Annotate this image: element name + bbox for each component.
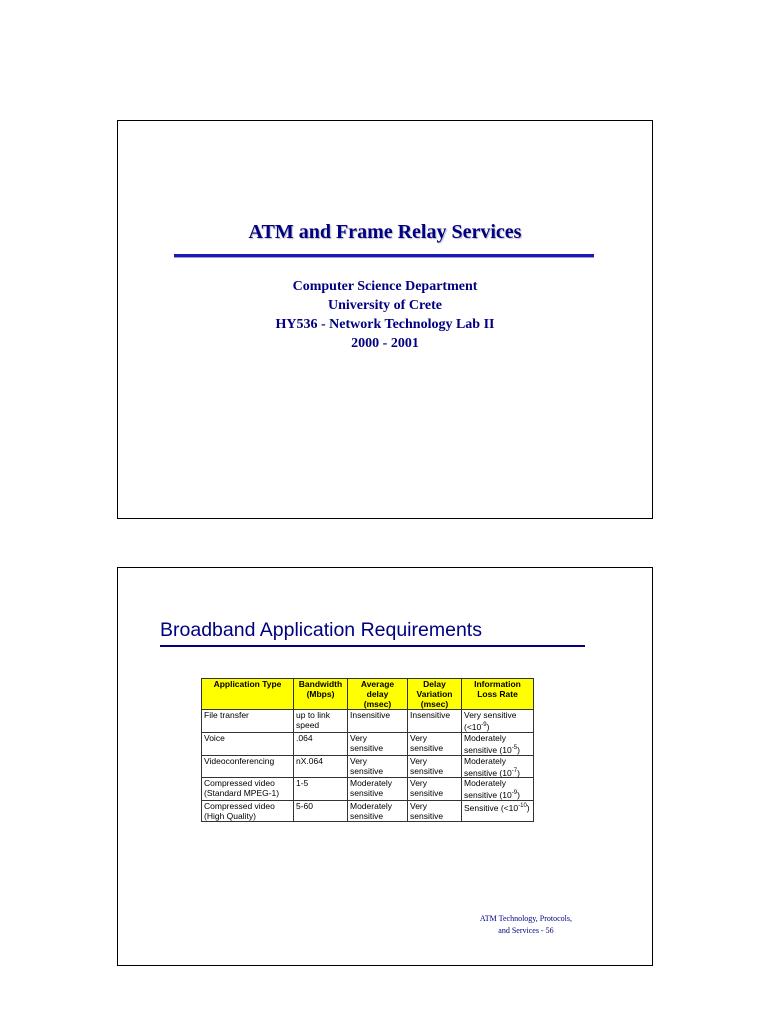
table-cell: Moderately sensitive $(10^{-7})$	[462, 755, 534, 778]
table-cell: Compressed video (High Quality)	[202, 801, 294, 822]
table-cell: Very sensitive	[348, 732, 408, 755]
table-row	[202, 710, 534, 733]
table-cell: Sensitive $(<10^{-10})$	[462, 801, 534, 822]
table-cell: Voice	[202, 732, 294, 755]
subtitle-line: HY536 - Network Technology Lab II	[275, 317, 495, 332]
table-cell: Moderately sensitive	[348, 801, 408, 822]
table-cell: Very sensitive	[408, 755, 462, 778]
table-cell: Compressed video (Standard MPEG-1)	[202, 778, 294, 801]
column-header: Average delay (msec)	[348, 679, 408, 710]
table-cell: Very sensitive $(<10^{-9})$	[462, 710, 534, 733]
slide-1-subtitle	[118, 277, 652, 353]
table-cell: Videoconferencing	[202, 755, 294, 778]
slide-2	[117, 567, 653, 966]
column-header: Application Type	[202, 679, 294, 710]
footer-line: and Services - 56	[498, 926, 554, 935]
table-cell: Very sensitive	[408, 801, 462, 822]
subtitle-line: 2000 - 2001	[351, 336, 419, 351]
table-header-row	[202, 679, 534, 710]
table-cell: Moderately sensitive $(10^{-5})$	[462, 732, 534, 755]
slide-2-title: Broadband Application Requirements	[160, 619, 482, 641]
table-row	[202, 801, 534, 822]
slide-footer	[480, 913, 572, 937]
table-row	[202, 778, 534, 801]
title-underline	[160, 645, 585, 647]
subtitle-line: University of Crete	[327, 298, 443, 313]
table-body	[202, 710, 534, 822]
slide-1	[117, 120, 653, 519]
table-cell: Insensitive	[408, 710, 462, 733]
table-row	[202, 755, 534, 778]
table-cell: Insensitive	[348, 710, 408, 733]
column-header: Delay Variation (msec)	[408, 679, 462, 710]
table-cell: Very sensitive	[348, 755, 408, 778]
table-cell: Very sensitive	[408, 732, 462, 755]
table-cell: .064	[294, 732, 348, 755]
column-header: Bandwidth (Mbps)	[294, 679, 348, 710]
table-cell: nX.064	[294, 755, 348, 778]
slide-1-title: ATM and Frame Relay Services	[248, 221, 522, 243]
table-cell: 1-5	[294, 778, 348, 801]
footer-line: ATM Technology, Protocols,	[479, 914, 572, 923]
subtitle-line: Computer Science Department	[292, 279, 478, 294]
table-row	[202, 732, 534, 755]
table-cell: 5-60	[294, 801, 348, 822]
table-cell: Very sensitive	[408, 778, 462, 801]
table-cell: up to link speed	[294, 710, 348, 733]
requirements-table	[201, 678, 534, 822]
table-cell: Moderately sensitive $(10^{-9})$	[462, 778, 534, 801]
table-cell: Moderately sensitive	[348, 778, 408, 801]
column-header: Information Loss Rate	[462, 679, 534, 710]
table-cell: File transfer	[202, 710, 294, 733]
title-underline	[174, 254, 594, 257]
